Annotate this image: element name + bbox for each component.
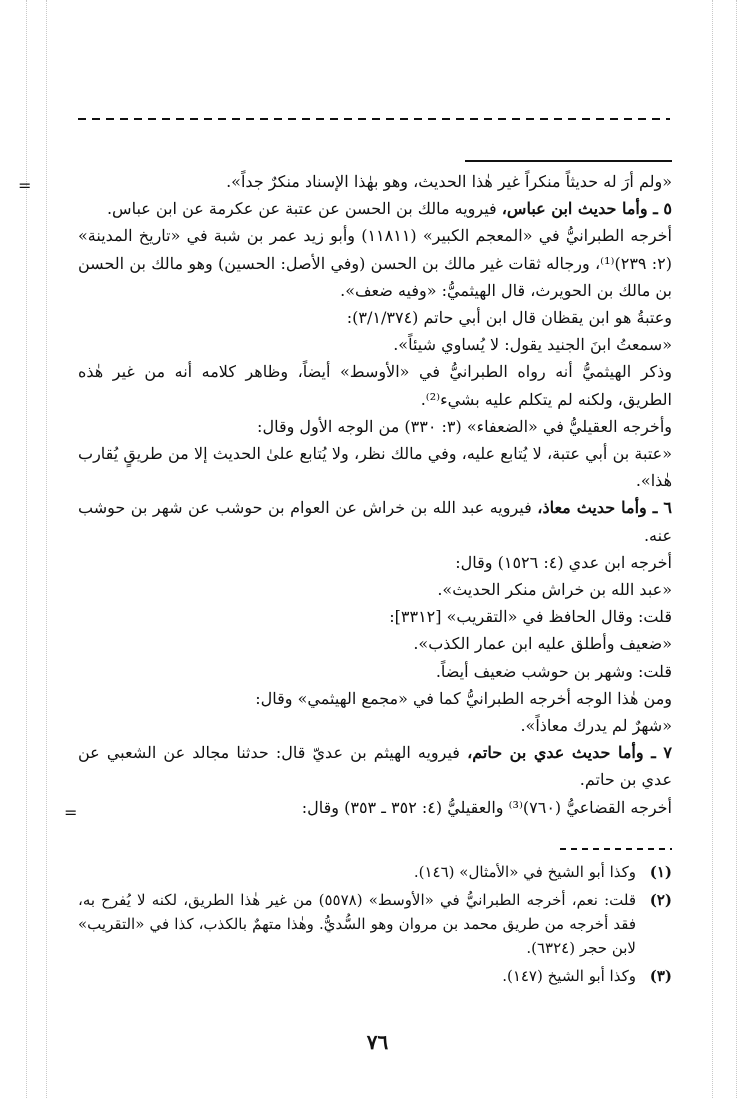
footnote-number: (١) <box>649 863 672 881</box>
scan-guide-line <box>46 0 47 1098</box>
footnote-number: (٣) <box>649 967 672 985</box>
quotation: «عبد الله بن خراش منكر الحديث». <box>437 580 672 600</box>
paragraph: وعتبةُ هو ابن يقظان قال ابن أبي حاتم (٣/١/٣٧٤): <box>346 308 672 328</box>
scan-guide-line <box>26 0 27 1098</box>
footnote-item <box>78 888 672 960</box>
paragraph: قلت: وشهر بن حوشب ضعيف أيضاً. <box>435 661 672 681</box>
paragraph-text: فيرويه مالك بن الحسن عن عتبة عن عكرمة عن ابن عباس. <box>106 199 502 219</box>
scan-guide-line <box>712 0 713 1098</box>
footnote-item <box>78 860 672 884</box>
paragraph: أخرجه ابن عدي (٤: ١٥٢٦) وقال: <box>455 552 672 572</box>
top-rule <box>465 160 672 162</box>
quotation: «عتبة بن أبي عتبة، لا يُتابع عليه، وفي مالك نظر، ولا يُتابع علىٰ الحديث إلا من طريقٍ يُقارب هٰذا». <box>78 444 672 491</box>
paragraph: ومن هٰذا الوجه أخرجه الطبرانيُّ كما في «مجمع الهيثمي» وقال: <box>255 688 672 708</box>
main-text <box>78 168 672 821</box>
paragraph: وأخرجه العقيليُّ في «الضعفاء» (٣: ٣٣٠) من الوجه الأول وقال: <box>257 416 672 436</box>
quotation: «ضعيف وأطلق عليه ابن عمار الكذب». <box>413 634 672 654</box>
paragraph: أخرجه القضاعيُّ (٧٦٠)⁽³⁾ والعقيليُّ (٤: ٣٥٢ ـ ٣٥٣) وقال: <box>301 797 672 817</box>
footnote-text: وكذا أبو الشيخ في «الأمثال» (١٤٦). <box>413 863 636 881</box>
footnote-divider <box>560 848 672 850</box>
paragraph: أخرجه الطبرانيُّ في «المعجم الكبير» (١١٨١١) وأبو زيد عمر بن شبة في «تاريخ المدينة» (٢: ٢٣٩)⁽¹⁾، ورجاله ثقات غير مالك بن الحسن (وفي الأصل: الحسين) وهو مالك بن الحسن بن مالك بن الحويرث، قال الهيثميُّ: «وفيه ضعف». <box>78 226 673 300</box>
top-dashed-divider <box>78 118 670 120</box>
scan-guide-line <box>736 0 737 1098</box>
footnote-item <box>78 964 672 988</box>
paragraph: قلت: وقال الحافظ في «التقريب» [٣٣١٢]: <box>389 607 672 627</box>
section-heading: ٦ ـ وأما حديث معاذ، <box>537 498 672 518</box>
paragraph-text: فيرويه الهيثم بن عديّ قال: حدثنا مجالد عن الشعبي عن عدي بن حاتم. <box>78 743 672 790</box>
continuation-marker-right: = <box>64 803 78 822</box>
quotation: «شهرٌ لم يدرك معاذاً». <box>520 716 672 736</box>
footnote-number: (٢) <box>649 891 672 909</box>
footnote-text: وكذا أبو الشيخ (١٤٧). <box>502 967 636 985</box>
page-number: ٧٦ <box>366 1030 389 1054</box>
section-heading: ٧ ـ وأما حديث عدي بن حاتم، <box>467 743 673 763</box>
paragraph-heading-6 <box>78 494 672 548</box>
continuation-marker-left: = <box>18 176 32 195</box>
paragraph-heading-5 <box>78 195 672 222</box>
quotation: «سمعتُ ابنَ الجنيد يقول: لا يُساوي شيئاً». <box>393 335 672 355</box>
paragraph: «ولم أرَ له حديثاً منكراً غير هٰذا الحديث، وهو بهٰذا الإسناد منكرٌ جداً». <box>226 172 672 191</box>
paragraph: وذكر الهيثميُّ أنه رواه الطبرانيُّ في «الأوسط» أيضاً، وظاهر كلامه أنه من غير هٰذه الطريق، ولكنه لم يتكلم عليه بشيء⁽²⁾. <box>78 362 672 409</box>
paragraph-heading-7 <box>78 739 672 793</box>
footnote-text: قلت: نعم، أخرجه الطبرانيُّ في «الأوسط» (٥٥٧٨) من غير هٰذا الطريق، لكنه لا يُفرح به، فقد أخرجه من طريق محمد بن مروان وهو السُّديُّ. وهٰذا متهمٌ بالكذب، كذا في «التقريب» لابن حجر (٦٣٢٤). <box>78 891 636 957</box>
footnotes <box>78 860 672 992</box>
section-heading: ٥ ـ وأما حديث ابن عباس، <box>501 199 672 219</box>
paragraph-text: فيرويه عبد الله بن خراش عن العوام بن حوشب عن شهر بن حوشب عنه. <box>78 498 672 545</box>
